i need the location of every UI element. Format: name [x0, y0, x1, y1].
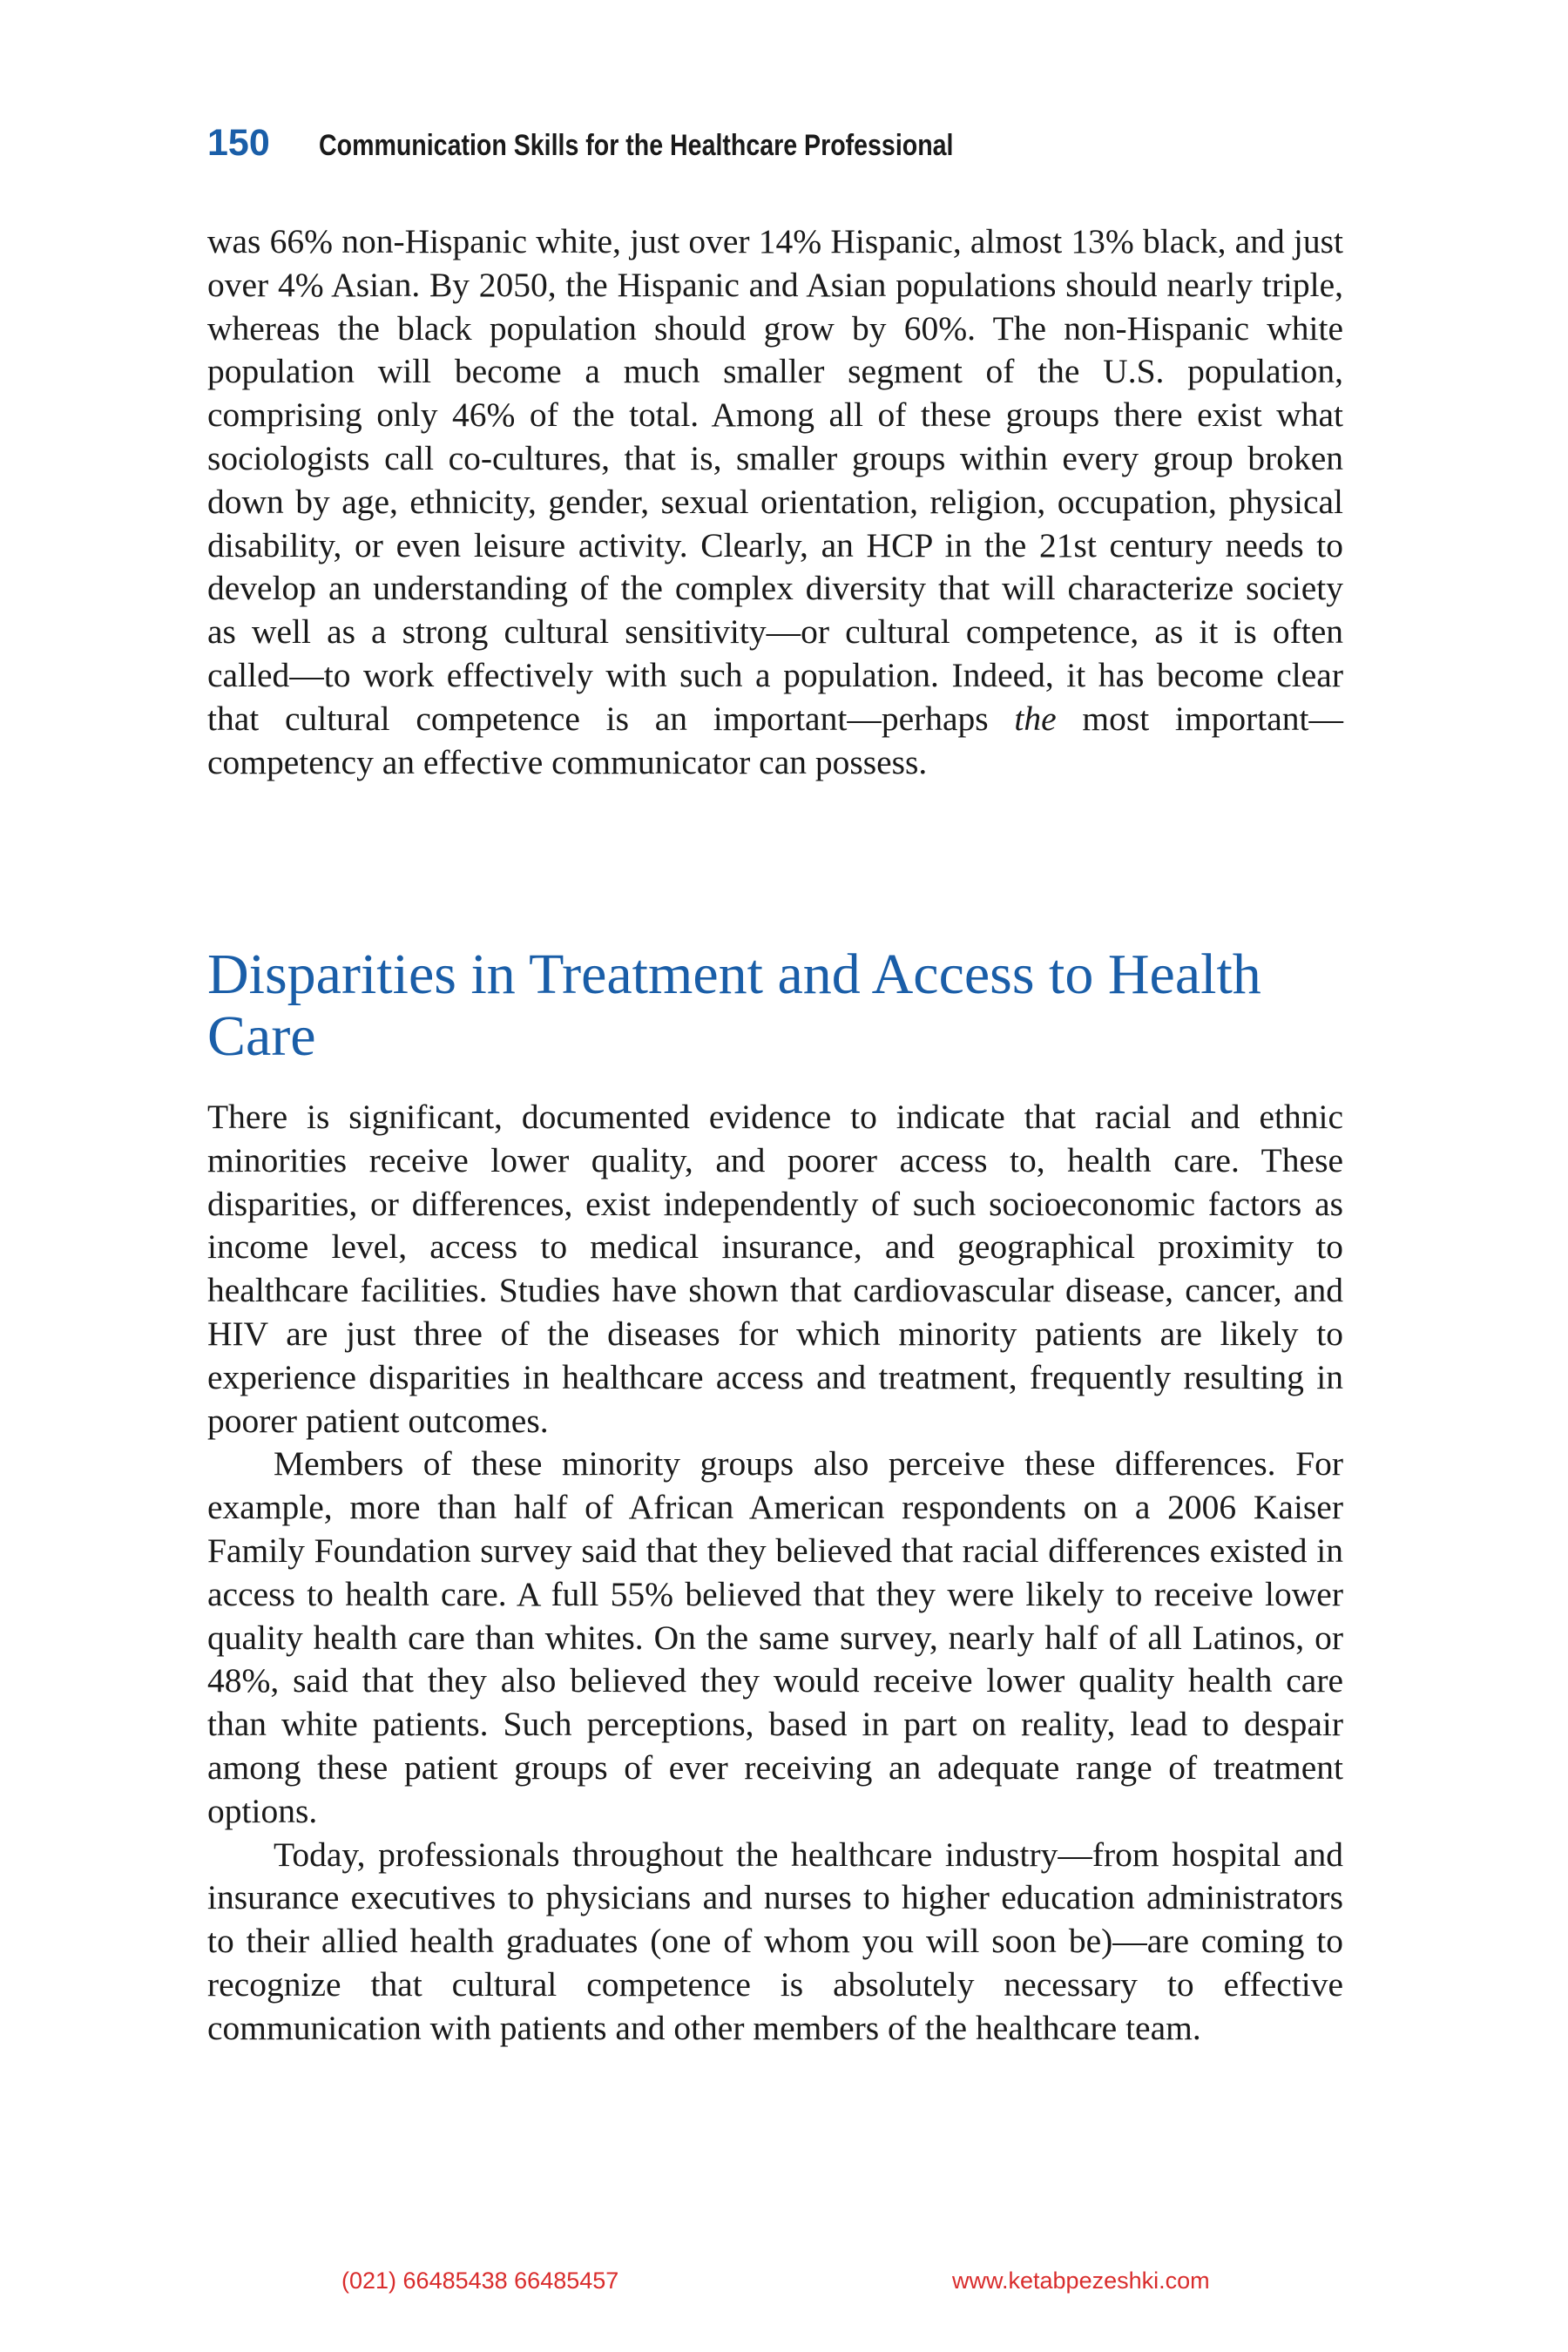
section-paragraph-3: Today, professionals throughout the healthcare industry—from hospital and insurance executives to physicians and nurses to higher education administrators to their allied health graduates (one of whom you will soon be)—are coming to recognize that cultural competence is absolutely necessary to effective communication with patients and other members of the healthcare team.: [207, 1835, 1343, 2047]
intro-text-end: most important—competency an effective communicator can possess.: [207, 699, 1344, 781]
intro-paragraph: [207, 220, 1343, 784]
running-head: [207, 122, 1074, 174]
footer-url[interactable]: www.ketabpezeshki.com: [952, 2268, 1210, 2294]
book-title: Communication Skills for the Healthcare Professional: [318, 129, 954, 162]
section-paragraph-2: Members of these minority groups also perceive these differences. For example, more than half of African American respondents on a 2006 Kaiser Family Foundation survey said that they believed that racial differences existed in access to health care. A full 55% believed that they were likely to receive lower quality health care than whites. On the same survey, nearly half of all Latinos, or 48%, said that they also believed they would receive lower quality health care than white patients. Such perceptions, based in part on reality, lead to despair among these patient groups of ever receiving an adequate range of treatment options.: [207, 1444, 1343, 1830]
footer-phone: (021) 66485438 66485457: [341, 2268, 619, 2294]
section-body: [207, 1096, 1343, 2051]
section-paragraph-1: There is significant, documented evidence to indicate that racial and ethnic minorities receive lower quality, and poorer access to, health care. These disparities, or differences, exist independently of such socioeconomic factors as income level, access to medical insurance, and geographical proximity to healthcare facilities. Studies have shown that cardiovascular disease, cancer, and HIV are just three of the diseases for which minority patients are likely to experience disparities in healthcare access and treatment, frequently resulting in poorer patient outcomes.: [207, 1098, 1343, 1440]
intro-text-start: was 66% non-Hispanic white, just over 14% Hispanic, almost 13% black, and just over 4% Asian. By 2050, the Hispanic and Asian populations should nearly triple, whereas the black population should grow by 60%. The non-Hispanic white population will become a much smaller segment of the U.S. population, comprising only 46% of the total. Among all of these groups there exist what sociologists call co-cultures, that is, smaller groups within every group broken down by age, ethnicity, gender, sexual orientation, religion, occupation, physical disability, or even leisure activity. Clearly, an HCP in the 21st century needs to develop an understanding of the complex diversity that will characterize society as well as a strong cultural sensitivity—or cultural competence, as it is often called—to work effectively with such a population. Indeed, it has become clear that cultural competence is an important—perhaps: [207, 222, 1343, 738]
page-number: 150: [207, 122, 270, 164]
section-heading: Disparities in Treatment and Access to Health Care: [207, 943, 1261, 1068]
intro-emphasis: the: [1014, 699, 1057, 738]
